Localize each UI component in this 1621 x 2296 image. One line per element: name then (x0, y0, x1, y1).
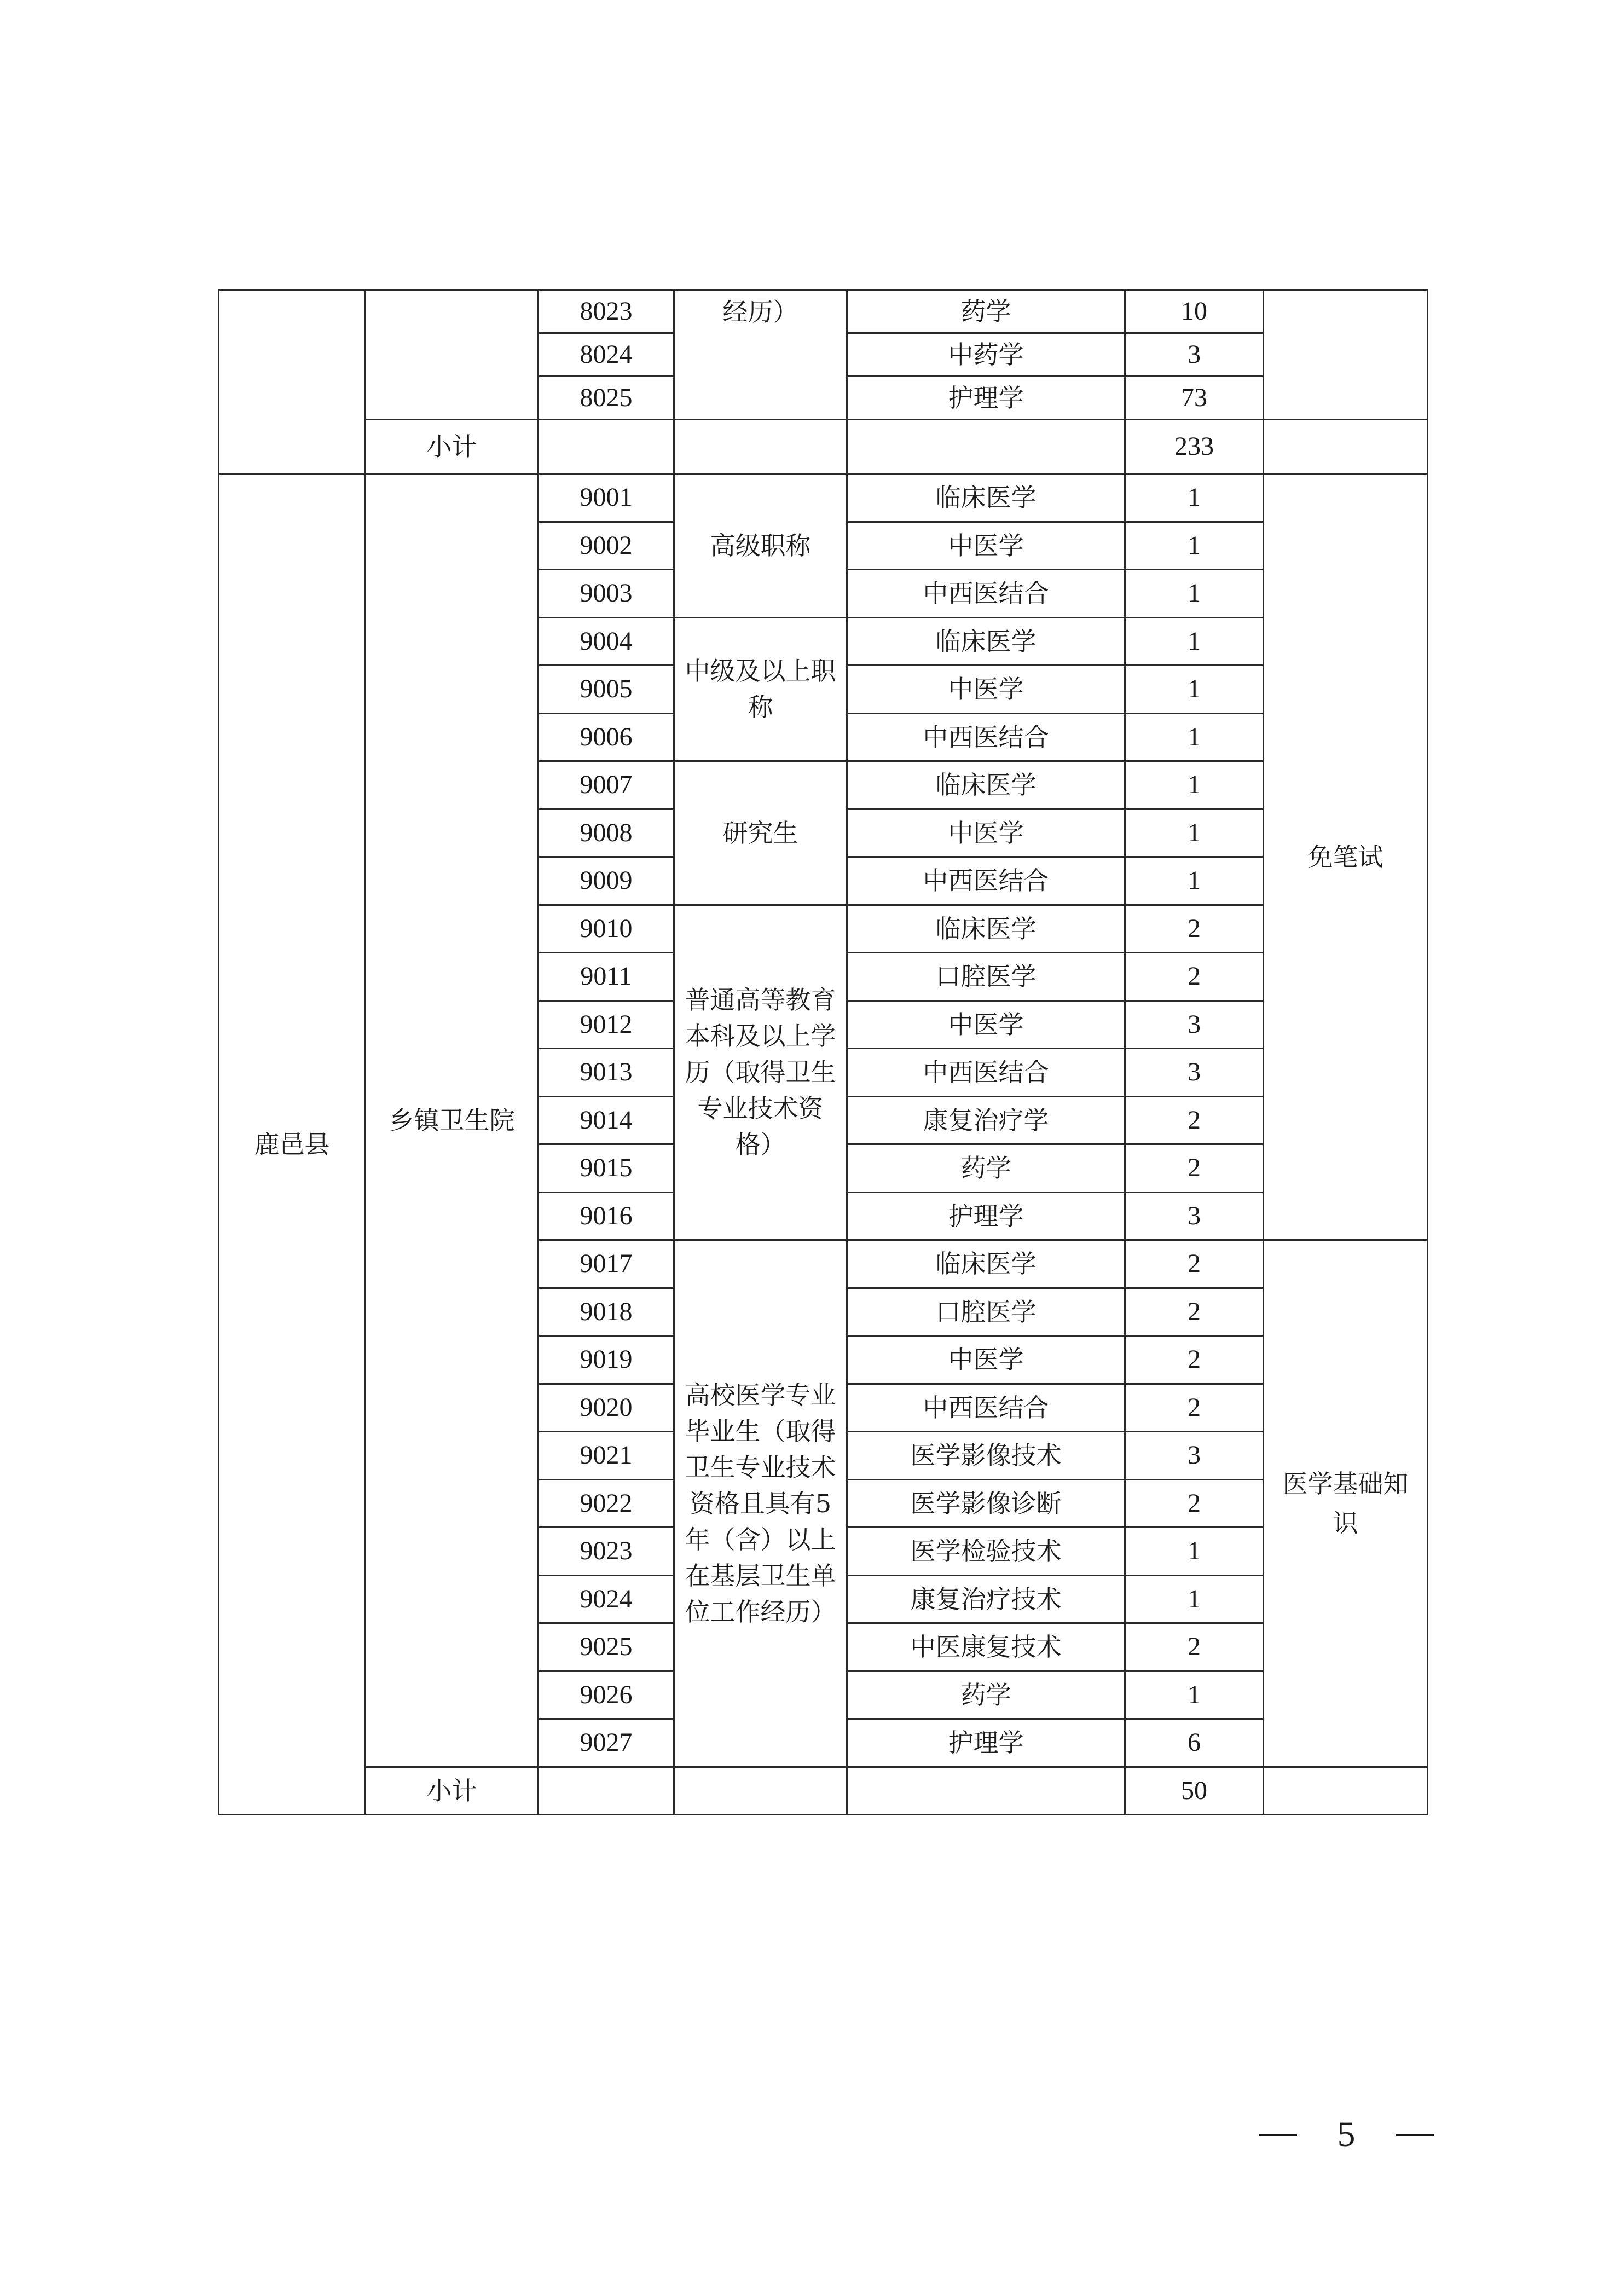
major-cell: 口腔医学 (847, 953, 1125, 1001)
table-row (219, 474, 1428, 522)
position-code: 8024 (539, 333, 674, 377)
count-cell: 10 (1125, 290, 1264, 333)
empty-cell (539, 1767, 674, 1815)
count-cell: 1 (1125, 761, 1264, 809)
position-code: 9002 (539, 522, 674, 570)
count-cell: 1 (1125, 1575, 1264, 1623)
count-cell: 73 (1125, 377, 1264, 420)
position-code: 9021 (539, 1432, 674, 1480)
position-code: 8025 (539, 377, 674, 420)
position-code: 9010 (539, 905, 674, 953)
unit-cell-continued (366, 290, 539, 420)
condition-cell: 高校医学专业毕业生（取得卫生专业技术资格且具有5年（含）以上在基层卫生单位工作经历） (674, 1240, 847, 1767)
major-cell: 中医学 (847, 1000, 1125, 1049)
major-cell: 医学影像技术 (847, 1432, 1125, 1480)
empty-cell (847, 420, 1125, 474)
condition-cell-continued: 经历） (674, 290, 847, 420)
major-cell: 中医学 (847, 1336, 1125, 1384)
count-cell: 3 (1125, 333, 1264, 377)
count-cell: 1 (1125, 857, 1264, 905)
count-cell: 2 (1125, 1623, 1264, 1672)
major-cell: 中西医结合 (847, 713, 1125, 761)
position-code: 9001 (539, 474, 674, 522)
position-code: 9003 (539, 570, 674, 618)
position-code: 9026 (539, 1671, 674, 1719)
position-code: 9017 (539, 1240, 674, 1288)
count-cell: 1 (1125, 1671, 1264, 1719)
major-cell: 中西医结合 (847, 1384, 1125, 1432)
table-row (219, 290, 1428, 333)
county-cell: 鹿邑县 (219, 474, 366, 1815)
count-cell: 1 (1125, 809, 1264, 857)
major-cell: 临床医学 (847, 1240, 1125, 1288)
major-cell: 中西医结合 (847, 857, 1125, 905)
count-cell: 2 (1125, 905, 1264, 953)
subtotal-count: 233 (1125, 420, 1264, 474)
page-number (1259, 2113, 1434, 2156)
position-code: 9027 (539, 1719, 674, 1767)
major-cell: 医学检验技术 (847, 1528, 1125, 1576)
count-cell: 2 (1125, 1288, 1264, 1336)
major-cell: 中西医结合 (847, 570, 1125, 618)
empty-cell (674, 420, 847, 474)
dash-left (1259, 2134, 1297, 2136)
subtotal-label: 小计 (366, 420, 539, 474)
position-code: 9011 (539, 953, 674, 1001)
position-code: 9023 (539, 1528, 674, 1576)
exam-method-cell: 免笔试 (1264, 474, 1428, 1240)
major-cell: 临床医学 (847, 617, 1125, 666)
position-code: 9015 (539, 1144, 674, 1193)
position-code: 8023 (539, 290, 674, 333)
position-code: 9016 (539, 1192, 674, 1240)
count-cell: 3 (1125, 1432, 1264, 1480)
count-cell: 1 (1125, 522, 1264, 570)
count-cell: 2 (1125, 953, 1264, 1001)
position-code: 9009 (539, 857, 674, 905)
major-cell: 护理学 (847, 1719, 1125, 1767)
position-code: 9004 (539, 617, 674, 666)
unit-cell: 乡镇卫生院 (366, 474, 539, 1767)
subtotal-label: 小计 (366, 1767, 539, 1815)
position-code: 9012 (539, 1000, 674, 1049)
count-cell: 1 (1125, 570, 1264, 618)
position-code: 9025 (539, 1623, 674, 1672)
condition-cell: 研究生 (674, 761, 847, 905)
major-cell: 康复治疗学 (847, 1096, 1125, 1144)
empty-cell (539, 420, 674, 474)
count-cell: 2 (1125, 1144, 1264, 1193)
condition-cell: 高级职称 (674, 474, 847, 618)
position-code: 9006 (539, 713, 674, 761)
count-cell: 2 (1125, 1240, 1264, 1288)
count-cell: 2 (1125, 1479, 1264, 1528)
major-cell: 药学 (847, 290, 1125, 333)
position-code: 9024 (539, 1575, 674, 1623)
major-cell: 中医学 (847, 522, 1125, 570)
count-cell: 1 (1125, 1528, 1264, 1576)
exam-cell-continued (1264, 290, 1428, 420)
count-cell: 6 (1125, 1719, 1264, 1767)
major-cell: 临床医学 (847, 905, 1125, 953)
major-cell: 护理学 (847, 377, 1125, 420)
subtotal-row (219, 420, 1428, 474)
count-cell: 1 (1125, 617, 1264, 666)
empty-cell (1264, 1767, 1428, 1815)
count-cell: 2 (1125, 1096, 1264, 1144)
position-code: 9013 (539, 1049, 674, 1097)
major-cell: 康复治疗技术 (847, 1575, 1125, 1623)
major-cell: 中西医结合 (847, 1049, 1125, 1097)
position-code: 9005 (539, 666, 674, 714)
count-cell: 1 (1125, 474, 1264, 522)
major-cell: 药学 (847, 1671, 1125, 1719)
major-cell: 口腔医学 (847, 1288, 1125, 1336)
major-cell: 中医康复技术 (847, 1623, 1125, 1672)
exam-subject-cell: 医学基础知识 (1264, 1240, 1428, 1767)
major-cell: 中医学 (847, 809, 1125, 857)
major-cell: 护理学 (847, 1192, 1125, 1240)
major-cell: 中医学 (847, 666, 1125, 714)
count-cell: 3 (1125, 1000, 1264, 1049)
major-cell: 临床医学 (847, 761, 1125, 809)
position-code: 9019 (539, 1336, 674, 1384)
position-code: 9014 (539, 1096, 674, 1144)
county-cell-continued (219, 290, 366, 474)
count-cell: 3 (1125, 1049, 1264, 1097)
page-number-value: 5 (1337, 2114, 1356, 2154)
subtotal-count: 50 (1125, 1767, 1264, 1815)
major-cell: 临床医学 (847, 474, 1125, 522)
dash-right (1396, 2134, 1434, 2136)
count-cell: 3 (1125, 1192, 1264, 1240)
major-cell: 药学 (847, 1144, 1125, 1193)
count-cell: 1 (1125, 666, 1264, 714)
major-cell: 中药学 (847, 333, 1125, 377)
position-code: 9007 (539, 761, 674, 809)
count-cell: 2 (1125, 1384, 1264, 1432)
position-code: 9022 (539, 1479, 674, 1528)
position-code: 9008 (539, 809, 674, 857)
empty-cell (847, 1767, 1125, 1815)
condition-cell: 普通高等教育本科及以上学历（取得卫生专业技术资格） (674, 905, 847, 1240)
position-code: 9018 (539, 1288, 674, 1336)
table-body (219, 290, 1428, 1815)
subtotal-row (219, 1767, 1428, 1815)
empty-cell (674, 1767, 847, 1815)
empty-cell (1264, 420, 1428, 474)
recruitment-table (218, 289, 1428, 1815)
condition-cell: 中级及以上职称 (674, 617, 847, 761)
position-code: 9020 (539, 1384, 674, 1432)
count-cell: 1 (1125, 713, 1264, 761)
count-cell: 2 (1125, 1336, 1264, 1384)
major-cell: 医学影像诊断 (847, 1479, 1125, 1528)
